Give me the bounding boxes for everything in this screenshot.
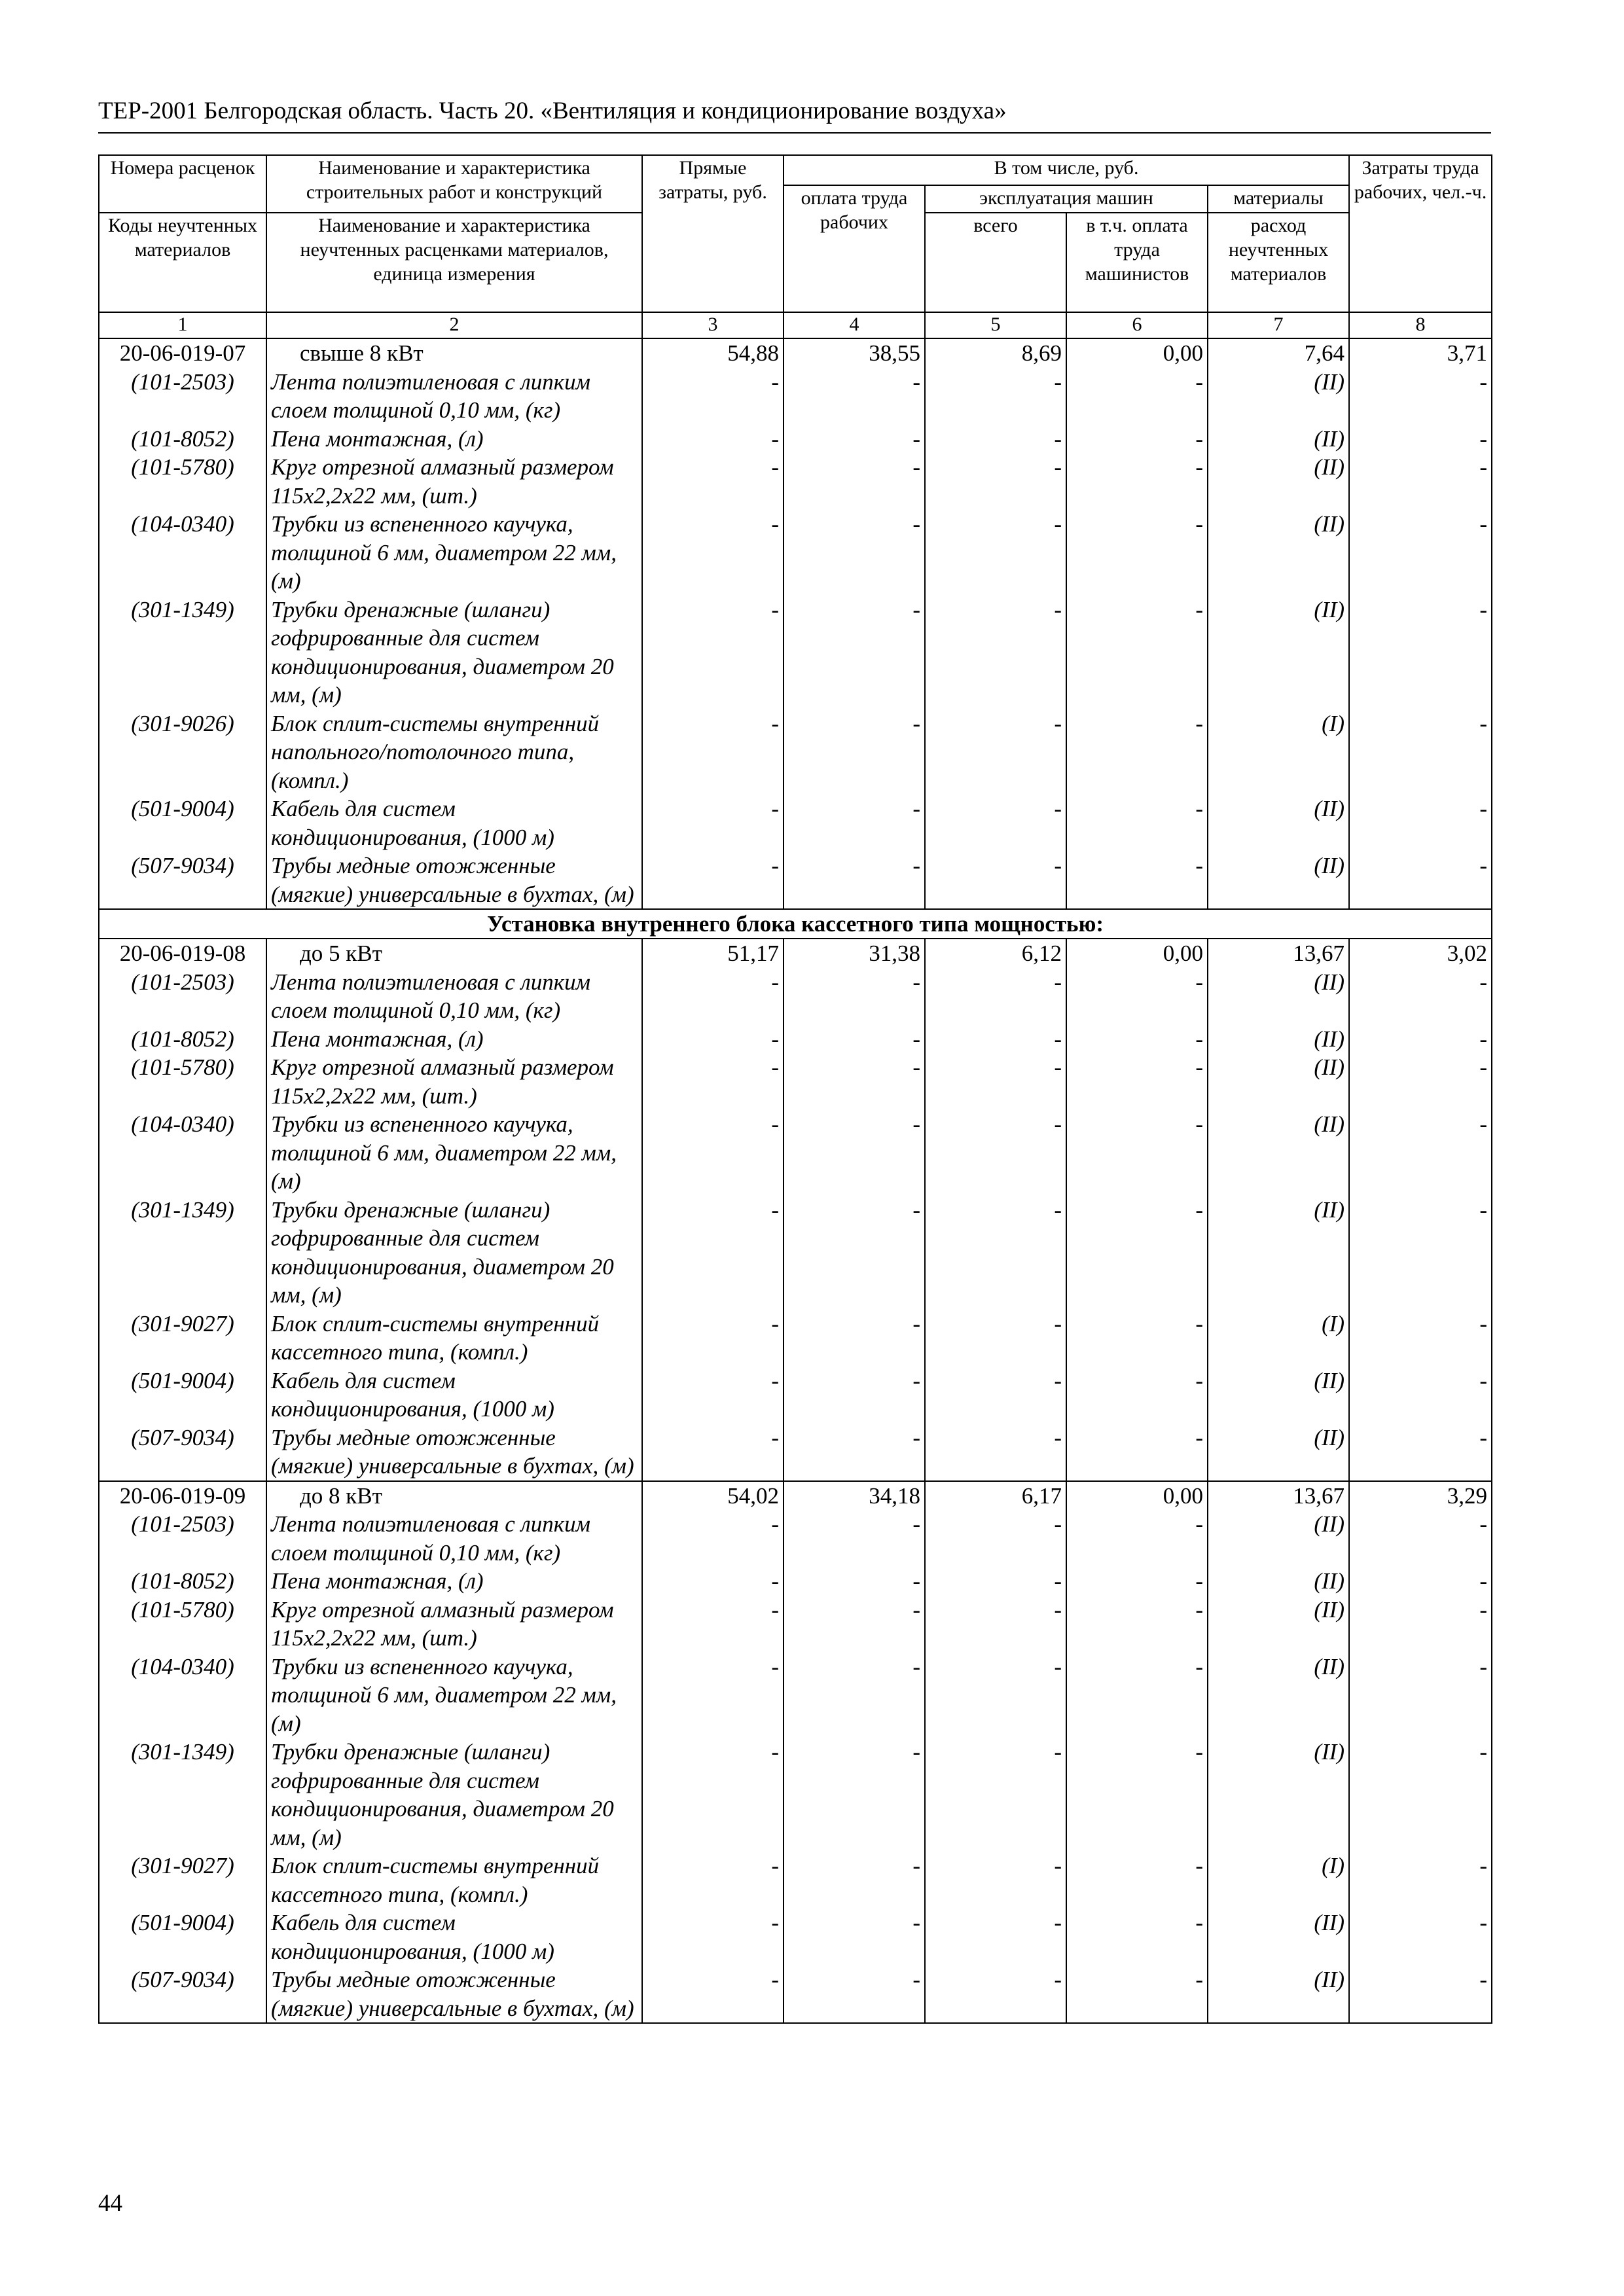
dash-cell: - [642, 1110, 784, 1196]
labor-cost: 34,18 [784, 1481, 925, 1511]
material-code: (501-9004) [99, 1909, 266, 1965]
rate-row [99, 939, 1492, 968]
material-code: (101-5780) [99, 1596, 266, 1653]
dash-cell: - [1349, 1965, 1492, 2023]
material-name: Трубки из вспененного каучука, толщиной 6 мм, диаметром 22 мм, (м) [266, 510, 642, 596]
dash-cell: - [784, 1424, 925, 1481]
dash-cell: - [784, 596, 925, 709]
material-row [99, 1567, 1492, 1596]
dash-cell: - [642, 1596, 784, 1653]
dash-cell: - [1066, 709, 1208, 795]
material-name: Кабель для систем кондиционирования, (1000 м) [266, 795, 642, 852]
material-code: (507-9034) [99, 1424, 266, 1481]
labor-cost: 31,38 [784, 939, 925, 968]
material-name: Круг отрезной алмазный размером 115х2,2х22 мм, (шт.) [266, 1053, 642, 1110]
dash-cell: - [784, 453, 925, 510]
dash-cell: - [784, 1310, 925, 1367]
dash-cell: - [1066, 1567, 1208, 1596]
dash-cell: - [925, 852, 1066, 909]
dash-cell: - [784, 1053, 925, 1110]
machinists-cost: 0,00 [1066, 1481, 1208, 1511]
material-class: (II) [1208, 1965, 1349, 2023]
material-name: Лента полиэтиленовая с липким слоем толщиной 0,10 мм, (кг) [266, 368, 642, 425]
dash-cell: - [784, 1965, 925, 2023]
dash-cell: - [642, 453, 784, 510]
dash-cell: - [642, 1567, 784, 1596]
dash-cell: - [1349, 1025, 1492, 1054]
header-group-machines: эксплуатация машин [925, 185, 1208, 213]
materials-cost: 13,67 [1208, 939, 1349, 968]
material-class: (II) [1208, 1025, 1349, 1054]
material-class: (II) [1208, 1596, 1349, 1653]
material-class: (II) [1208, 1909, 1349, 1965]
column-number: 3 [642, 312, 784, 338]
dash-cell: - [925, 1424, 1066, 1481]
machinists-cost: 0,00 [1066, 939, 1208, 968]
material-row [99, 510, 1492, 596]
dash-cell: - [784, 1852, 925, 1909]
dash-cell: - [1349, 425, 1492, 454]
dash-cell: - [1066, 368, 1208, 425]
material-code: (101-5780) [99, 1053, 266, 1110]
dash-cell: - [1349, 1424, 1492, 1481]
rate-code: 20-06-019-08 [99, 939, 266, 968]
dash-cell: - [1349, 1596, 1492, 1653]
dash-cell: - [925, 510, 1066, 596]
material-code: (301-1349) [99, 596, 266, 709]
material-row [99, 1424, 1492, 1481]
dash-cell: - [925, 1852, 1066, 1909]
material-code: (104-0340) [99, 1110, 266, 1196]
material-code: (301-1349) [99, 1738, 266, 1852]
dash-cell: - [1066, 1196, 1208, 1310]
material-name: Пена монтажная, (л) [266, 1567, 642, 1596]
header-col2-bottom: Наименование и характеристика неучтенных расценками материалов, единица измерения [266, 213, 642, 312]
material-row [99, 596, 1492, 709]
material-class: (I) [1208, 1852, 1349, 1909]
dash-cell: - [784, 1110, 925, 1196]
material-class: (II) [1208, 1653, 1349, 1738]
material-name: Трубки из вспененного каучука, толщиной 6 мм, диаметром 22 мм, (м) [266, 1653, 642, 1738]
header-col6: в т.ч. оплата труда машинистов [1066, 213, 1208, 312]
dash-cell: - [784, 852, 925, 909]
labor-cost: 38,55 [784, 338, 925, 368]
header-col4: оплата труда рабочих [784, 185, 925, 312]
dash-cell: - [784, 968, 925, 1025]
machines-cost: 8,69 [925, 338, 1066, 368]
dash-cell: - [1349, 968, 1492, 1025]
column-number: 6 [1066, 312, 1208, 338]
material-row [99, 1110, 1492, 1196]
dash-cell: - [1349, 1653, 1492, 1738]
dash-cell: - [1066, 1738, 1208, 1852]
material-class: (II) [1208, 1053, 1349, 1110]
material-class: (II) [1208, 425, 1349, 454]
rate-code: 20-06-019-07 [99, 338, 266, 368]
header-group-materials: материалы [1208, 185, 1349, 213]
header-col1-bottom: Коды неучтенных материалов [99, 213, 266, 312]
dash-cell: - [925, 425, 1066, 454]
material-row [99, 1053, 1492, 1110]
dash-cell: - [642, 1852, 784, 1909]
material-name: Трубы медные отожженные (мягкие) универсальные в бухтах, (м) [266, 852, 642, 909]
dash-cell: - [925, 1909, 1066, 1965]
material-code: (301-1349) [99, 1196, 266, 1310]
dash-cell: - [925, 368, 1066, 425]
material-row [99, 1196, 1492, 1310]
dash-cell: - [642, 1424, 784, 1481]
page-header-title: ТЕР-2001 Белгородская область. Часть 20. «Вентиляция и кондиционирование воздуха» [98, 98, 1007, 124]
material-name: Лента полиэтиленовая с липким слоем толщиной 0,10 мм, (кг) [266, 968, 642, 1025]
material-code: (101-5780) [99, 453, 266, 510]
dash-cell: - [1066, 1310, 1208, 1367]
dash-cell: - [784, 1367, 925, 1424]
material-class: (II) [1208, 852, 1349, 909]
material-code: (501-9004) [99, 795, 266, 852]
dash-cell: - [642, 596, 784, 709]
material-row [99, 1367, 1492, 1424]
material-name: Трубки дренажные (шланги) гофрированные для систем кондиционирования, диаметром 20 мм, (м) [266, 596, 642, 709]
header-rule [98, 132, 1491, 134]
dash-cell: - [642, 1310, 784, 1367]
rate-name: свыше 8 кВт [266, 338, 642, 368]
material-code: (101-8052) [99, 425, 266, 454]
dash-cell: - [642, 425, 784, 454]
dash-cell: - [925, 1653, 1066, 1738]
material-class: (I) [1208, 1310, 1349, 1367]
material-row [99, 1653, 1492, 1738]
dash-cell: - [642, 1053, 784, 1110]
dash-cell: - [1066, 1424, 1208, 1481]
dash-cell: - [1349, 1738, 1492, 1852]
material-row [99, 795, 1492, 852]
dash-cell: - [642, 1367, 784, 1424]
material-name: Трубки дренажные (шланги) гофрированные для систем кондиционирования, диаметром 20 мм, (м) [266, 1738, 642, 1852]
dash-cell: - [925, 1110, 1066, 1196]
material-class: (I) [1208, 709, 1349, 795]
column-number: 1 [99, 312, 266, 338]
dash-cell: - [1349, 1909, 1492, 1965]
rate-name: до 5 кВт [266, 939, 642, 968]
material-class: (II) [1208, 368, 1349, 425]
material-name: Кабель для систем кондиционирования, (1000 м) [266, 1909, 642, 1965]
material-name: Круг отрезной алмазный размером 115х2,2х22 мм, (шт.) [266, 453, 642, 510]
dash-cell: - [1066, 453, 1208, 510]
material-code: (104-0340) [99, 1653, 266, 1738]
dash-cell: - [1349, 1053, 1492, 1110]
material-row [99, 1965, 1492, 2023]
material-name: Трубки из вспененного каучука, толщиной 6 мм, диаметром 22 мм, (м) [266, 1110, 642, 1196]
dash-cell: - [642, 1196, 784, 1310]
material-name: Блок сплит-системы внутренний напольного/потолочного типа, (компл.) [266, 709, 642, 795]
dash-cell: - [925, 709, 1066, 795]
material-row [99, 425, 1492, 454]
dash-cell: - [784, 1909, 925, 1965]
material-row [99, 1310, 1492, 1367]
material-row [99, 1510, 1492, 1567]
dash-cell: - [1349, 795, 1492, 852]
material-class: (II) [1208, 1424, 1349, 1481]
header-col8: Затраты труда рабочих, чел.-ч. [1349, 155, 1492, 312]
section-title: Установка внутреннего блока кассетного типа мощностью: [99, 909, 1492, 939]
material-class: (II) [1208, 1567, 1349, 1596]
direct-cost: 51,17 [642, 939, 784, 968]
material-name: Трубы медные отожженные (мягкие) универсальные в бухтах, (м) [266, 1424, 642, 1481]
dash-cell: - [642, 968, 784, 1025]
material-code: (101-8052) [99, 1567, 266, 1596]
material-row [99, 1909, 1492, 1965]
dash-cell: - [784, 1653, 925, 1738]
material-code: (101-8052) [99, 1025, 266, 1054]
dash-cell: - [784, 510, 925, 596]
dash-cell: - [1066, 1653, 1208, 1738]
dash-cell: - [1066, 1909, 1208, 1965]
dash-cell: - [1066, 596, 1208, 709]
dash-cell: - [1066, 510, 1208, 596]
labor-hours: 3,71 [1349, 338, 1492, 368]
dash-cell: - [784, 368, 925, 425]
material-code: (301-9027) [99, 1852, 266, 1909]
material-name: Трубки дренажные (шланги) гофрированные для систем кондиционирования, диаметром 20 мм, (м) [266, 1196, 642, 1310]
material-name: Пена монтажная, (л) [266, 425, 642, 454]
column-number: 5 [925, 312, 1066, 338]
material-row [99, 709, 1492, 795]
dash-cell: - [1066, 968, 1208, 1025]
dash-cell: - [784, 1510, 925, 1567]
dash-cell: - [1066, 795, 1208, 852]
column-number: 4 [784, 312, 925, 338]
dash-cell: - [1349, 1852, 1492, 1909]
material-code: (301-9026) [99, 709, 266, 795]
material-name: Круг отрезной алмазный размером 115х2,2х22 мм, (шт.) [266, 1596, 642, 1653]
dash-cell: - [1349, 453, 1492, 510]
dash-cell: - [1349, 1367, 1492, 1424]
section-heading-row [99, 909, 1492, 939]
rates-table [98, 154, 1492, 2024]
material-code: (507-9034) [99, 1965, 266, 2023]
dash-cell: - [925, 1596, 1066, 1653]
material-code: (301-9027) [99, 1310, 266, 1367]
dash-cell: - [642, 709, 784, 795]
material-row [99, 852, 1492, 909]
dash-cell: - [925, 453, 1066, 510]
dash-cell: - [642, 1653, 784, 1738]
dash-cell: - [784, 1738, 925, 1852]
machinists-cost: 0,00 [1066, 338, 1208, 368]
dash-cell: - [1349, 709, 1492, 795]
material-name: Блок сплит-системы внутренний кассетного типа, (компл.) [266, 1852, 642, 1909]
dash-cell: - [1066, 1367, 1208, 1424]
dash-cell: - [1349, 368, 1492, 425]
dash-cell: - [1066, 1510, 1208, 1567]
dash-cell: - [642, 1025, 784, 1054]
dash-cell: - [1066, 1596, 1208, 1653]
material-class: (II) [1208, 795, 1349, 852]
dash-cell: - [1349, 1510, 1492, 1567]
materials-cost: 13,67 [1208, 1481, 1349, 1511]
dash-cell: - [1349, 596, 1492, 709]
rate-row [99, 1481, 1492, 1511]
material-name: Пена монтажная, (л) [266, 1025, 642, 1054]
dash-cell: - [642, 795, 784, 852]
material-row [99, 1852, 1492, 1909]
dash-cell: - [784, 1196, 925, 1310]
dash-cell: - [925, 1310, 1066, 1367]
rate-row [99, 338, 1492, 368]
page-number: 44 [98, 2190, 122, 2217]
dash-cell: - [642, 1738, 784, 1852]
dash-cell: - [784, 795, 925, 852]
material-class: (II) [1208, 968, 1349, 1025]
material-name: Блок сплит-системы внутренний кассетного типа, (компл.) [266, 1310, 642, 1367]
dash-cell: - [642, 852, 784, 909]
material-name: Трубы медные отожженные (мягкие) универсальные в бухтах, (м) [266, 1965, 642, 2023]
material-code: (101-2503) [99, 1510, 266, 1567]
dash-cell: - [784, 1567, 925, 1596]
dash-cell: - [642, 1510, 784, 1567]
material-code: (501-9004) [99, 1367, 266, 1424]
dash-cell: - [642, 368, 784, 425]
column-number: 7 [1208, 312, 1349, 338]
dash-cell: - [784, 709, 925, 795]
material-row [99, 1738, 1492, 1852]
dash-cell: - [925, 795, 1066, 852]
dash-cell: - [784, 1025, 925, 1054]
dash-cell: - [642, 510, 784, 596]
material-code: (101-2503) [99, 368, 266, 425]
dash-cell: - [784, 425, 925, 454]
labor-hours: 3,02 [1349, 939, 1492, 968]
dash-cell: - [925, 1965, 1066, 2023]
dash-cell: - [1349, 1310, 1492, 1367]
direct-cost: 54,88 [642, 338, 784, 368]
dash-cell: - [925, 1738, 1066, 1852]
material-class: (II) [1208, 1510, 1349, 1567]
material-row [99, 368, 1492, 425]
dash-cell: - [1066, 425, 1208, 454]
rate-name: до 8 кВт [266, 1481, 642, 1511]
dash-cell: - [642, 1965, 784, 2023]
dash-cell: - [925, 1567, 1066, 1596]
header-col3: Прямые затраты, руб. [642, 155, 784, 312]
header-col5: всего [925, 213, 1066, 312]
dash-cell: - [1349, 1567, 1492, 1596]
dash-cell: - [642, 1909, 784, 1965]
dash-cell: - [1349, 1196, 1492, 1310]
header-group-incl: В том числе, руб. [784, 155, 1349, 185]
direct-cost: 54,02 [642, 1481, 784, 1511]
machines-cost: 6,17 [925, 1481, 1066, 1511]
material-name: Лента полиэтиленовая с липким слоем толщиной 0,10 мм, (кг) [266, 1510, 642, 1567]
dash-cell: - [925, 1367, 1066, 1424]
dash-cell: - [1066, 1053, 1208, 1110]
material-class: (II) [1208, 1110, 1349, 1196]
column-number: 8 [1349, 312, 1492, 338]
dash-cell: - [925, 1025, 1066, 1054]
dash-cell: - [1349, 852, 1492, 909]
header-col2-top: Наименование и характеристика строительных работ и конструкций [266, 155, 642, 213]
material-code: (104-0340) [99, 510, 266, 596]
labor-hours: 3,29 [1349, 1481, 1492, 1511]
material-class: (II) [1208, 1738, 1349, 1852]
column-number: 2 [266, 312, 642, 338]
material-row [99, 453, 1492, 510]
dash-cell: - [1066, 1025, 1208, 1054]
material-class: (II) [1208, 510, 1349, 596]
dash-cell: - [1349, 1110, 1492, 1196]
dash-cell: - [1349, 510, 1492, 596]
dash-cell: - [925, 1053, 1066, 1110]
dash-cell: - [784, 1596, 925, 1653]
dash-cell: - [1066, 1965, 1208, 2023]
header-col1-top: Номера расценок [99, 155, 266, 213]
dash-cell: - [1066, 1110, 1208, 1196]
materials-cost: 7,64 [1208, 338, 1349, 368]
material-row [99, 968, 1492, 1025]
material-class: (II) [1208, 1367, 1349, 1424]
dash-cell: - [925, 1196, 1066, 1310]
dash-cell: - [1066, 1852, 1208, 1909]
dash-cell: - [925, 596, 1066, 709]
rate-code: 20-06-019-09 [99, 1481, 266, 1511]
header-col7: расход неучтенных материалов [1208, 213, 1349, 312]
dash-cell: - [1066, 852, 1208, 909]
machines-cost: 6,12 [925, 939, 1066, 968]
table-header [99, 155, 1492, 338]
material-row [99, 1596, 1492, 1653]
material-class: (II) [1208, 596, 1349, 709]
table-body [99, 338, 1492, 2023]
material-row [99, 1025, 1492, 1054]
dash-cell: - [925, 968, 1066, 1025]
material-class: (II) [1208, 453, 1349, 510]
material-code: (101-2503) [99, 968, 266, 1025]
material-code: (507-9034) [99, 852, 266, 909]
material-name: Кабель для систем кондиционирования, (1000 м) [266, 1367, 642, 1424]
dash-cell: - [925, 1510, 1066, 1567]
material-class: (II) [1208, 1196, 1349, 1310]
